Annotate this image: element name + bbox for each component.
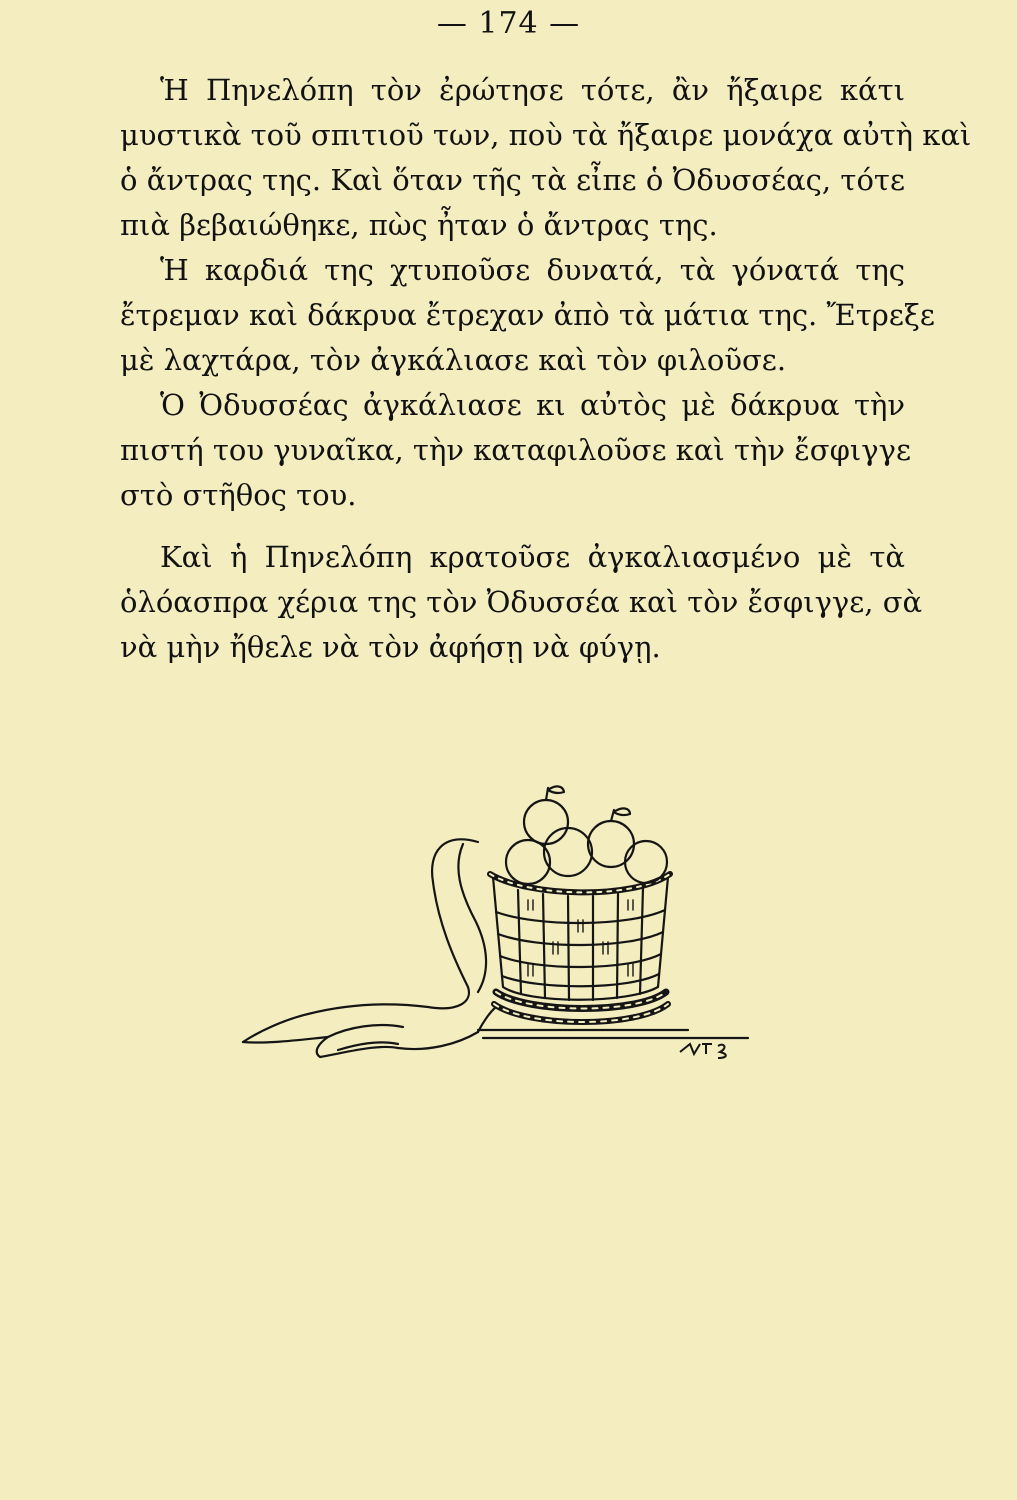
- text-line: ὁλόασπρα χέρια της τὸν Ὀδυσσέα καὶ τὸν ἔσφιγγε, σὰ: [120, 585, 923, 619]
- text-line: νὰ μὴν ἤθελε νὰ τὸν ἀφήσῃ νὰ φύγῃ.: [120, 630, 661, 664]
- fruit: [625, 841, 667, 883]
- text-line: πιστή του γυναῖκα, τὴν καταφιλοῦσε καὶ τὴν ἔσφιγγε: [120, 433, 911, 467]
- paragraph-4: [120, 535, 923, 670]
- paragraph-2: [120, 248, 935, 383]
- paragraph-3: [120, 383, 911, 518]
- paragraph-1: [120, 68, 972, 248]
- text-line: μὲ λαχτάρα, τὸν ἀγκάλιασε καὶ τὸν φιλοῦσε.: [120, 343, 787, 377]
- text-line: ὁ ἄντρας της. Καὶ ὅταν τῆς τὰ εἶπε ὁ Ὀδυσσέας, τότε: [120, 163, 905, 197]
- fruit: [506, 840, 550, 884]
- page-number: — 174 —: [436, 6, 581, 41]
- text-line: Ἡ καρδιά της χτυποῦσε δυνατά, τὰ γόνατά της: [160, 253, 905, 287]
- text-line: μυστικὰ τοῦ σπιτιοῦ των, ποὺ τὰ ἤξαιρε μονάχα αὐτὴ καὶ: [120, 118, 972, 152]
- fruit: [524, 800, 568, 844]
- text-line: ἔτρεμαν καὶ δάκρυα ἔτρεχαν ἀπὸ τὰ μάτια της. Ἔτρεξε: [120, 298, 935, 332]
- body-text: [120, 68, 972, 670]
- artist-signature: [680, 1044, 726, 1058]
- fruit: [544, 828, 592, 876]
- cloth-drape: [243, 839, 478, 1042]
- text-line: πιὰ βεβαιώθηκε, πὼς ἦταν ὁ ἄντρας της.: [120, 208, 718, 242]
- text-line: στὸ στῆθος του.: [120, 478, 357, 512]
- fruit: [588, 821, 634, 867]
- basket-illustration: [228, 782, 788, 1082]
- text-line: Ἡ Πηνελόπη τὸν ἐρώτησε τότε, ἂν ἤξαιρε κάτι: [160, 73, 905, 107]
- text-line: Ὁ Ὀδυσσέας ἀγκάλιασε κι αὐτὸς μὲ δάκρυα τὴν: [160, 388, 905, 422]
- text-line: Καὶ ἡ Πηνελόπη κρατοῦσε ἀγκαλιασμένο μὲ τὰ: [160, 540, 905, 574]
